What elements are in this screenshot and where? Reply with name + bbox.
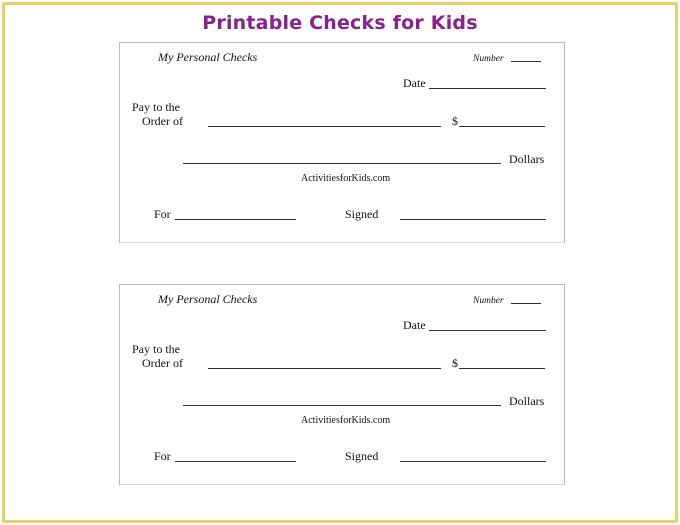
date-field[interactable] <box>429 330 546 331</box>
date-label: Date <box>403 76 426 90</box>
date-label: Date <box>403 318 426 332</box>
amount-field[interactable] <box>459 126 545 127</box>
number-label: Number <box>473 296 504 306</box>
dollar-sign: $ <box>452 114 458 128</box>
amount-words-field[interactable] <box>183 405 501 406</box>
check-heading: My Personal Checks <box>158 50 258 64</box>
order-of-label: Order of <box>142 114 183 128</box>
number-field[interactable] <box>511 303 541 304</box>
check-1 <box>119 42 565 243</box>
check-heading: My Personal Checks <box>158 292 258 306</box>
signed-label: Signed <box>345 207 379 221</box>
memo-field[interactable] <box>175 461 296 462</box>
dollars-label: Dollars <box>509 394 545 408</box>
date-field[interactable] <box>429 88 546 89</box>
number-field[interactable] <box>511 61 541 62</box>
dollar-sign: $ <box>452 356 458 370</box>
payee-field[interactable] <box>208 126 441 127</box>
amount-field[interactable] <box>459 368 545 369</box>
page-title: Printable Checks for Kids <box>202 12 478 34</box>
signed-label: Signed <box>345 449 379 463</box>
signature-field[interactable] <box>400 219 546 220</box>
dollars-label: Dollars <box>509 152 545 166</box>
pay-to-label: Pay to the <box>132 100 180 114</box>
pay-to-label: Pay to the <box>132 342 180 356</box>
memo-field[interactable] <box>175 219 296 220</box>
signature-field[interactable] <box>400 461 546 462</box>
order-of-label: Order of <box>142 356 183 370</box>
number-label: Number <box>473 54 504 64</box>
website-label: ActivitiesforKids.com <box>301 415 391 426</box>
check-2 <box>119 284 565 485</box>
for-label: For <box>154 449 171 463</box>
payee-field[interactable] <box>208 368 441 369</box>
amount-words-field[interactable] <box>183 163 501 164</box>
for-label: For <box>154 207 171 221</box>
website-label: ActivitiesforKids.com <box>301 173 391 184</box>
check-bottom-edge <box>120 484 564 485</box>
check-bottom-edge <box>120 242 564 243</box>
